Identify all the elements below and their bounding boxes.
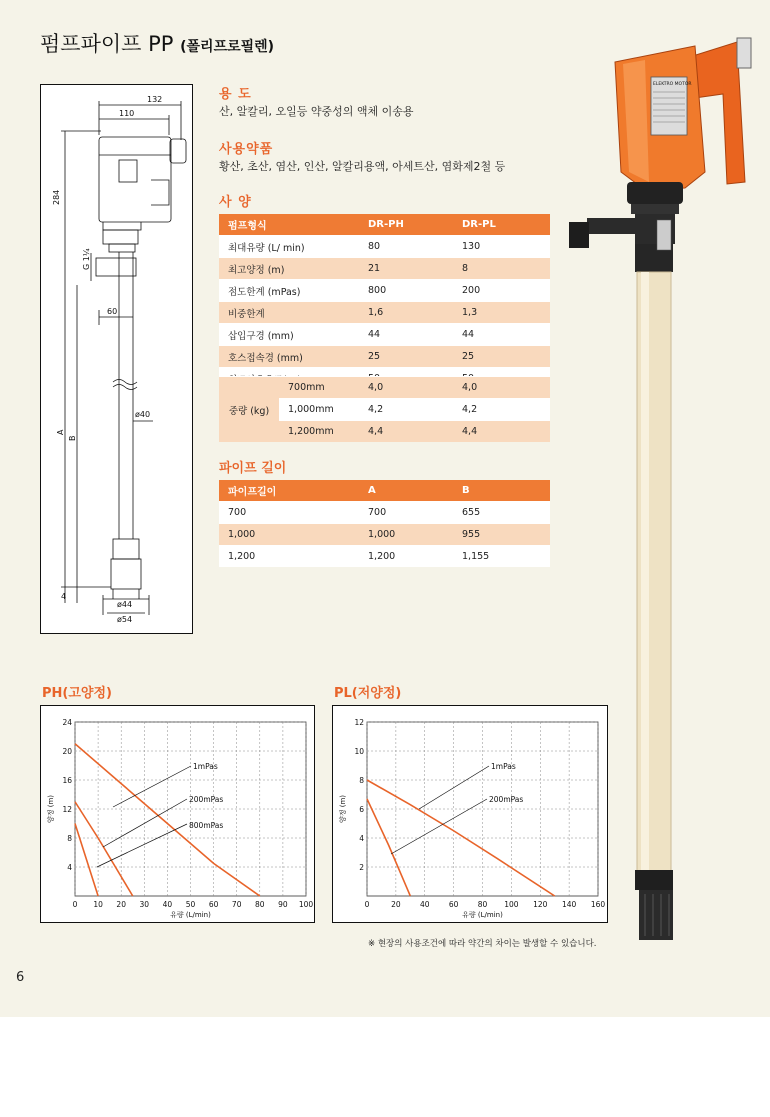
x-tick-label: 120 — [533, 900, 548, 909]
pipe-header-length: 파이프길이 — [219, 480, 359, 502]
x-tick-label: 50 — [185, 900, 196, 909]
spec-header-model: 펌프형식 — [219, 214, 359, 236]
mass-cell: 4,4 — [453, 421, 550, 443]
mass-cell: 700mm — [279, 377, 359, 399]
x-tick-label: 60 — [448, 900, 459, 909]
y-tick-label: 24 — [62, 718, 72, 727]
pipe-cell: 700 — [359, 502, 453, 524]
spec-row — [219, 324, 550, 346]
spec-cell: 1,3 — [453, 302, 550, 324]
y-tick-label: 8 — [359, 776, 364, 785]
y-tick-label: 16 — [62, 776, 72, 785]
dim-o44: ø44 — [117, 600, 133, 609]
dim-a: A — [56, 429, 65, 435]
chart-pl-title: PL(저양정) — [334, 686, 402, 701]
dim-284: 284 — [52, 189, 61, 205]
spec-cell: 130 — [453, 236, 550, 258]
dim-o40: ø40 — [135, 410, 151, 419]
switch-cap — [737, 38, 751, 68]
spec-cell: 44 — [359, 324, 453, 346]
x-tick-label: 90 — [278, 900, 288, 909]
annotation-label: 200mPas — [489, 795, 524, 804]
dim-110: 110 — [119, 109, 135, 118]
y-axis-label: 양정 (m) — [339, 794, 347, 824]
page-number: 6 — [16, 970, 25, 985]
y-tick-label: 4 — [359, 834, 364, 843]
spec-header-row — [219, 214, 550, 236]
y-tick-label: 8 — [67, 834, 72, 843]
spec-cell: 25 — [453, 346, 550, 368]
x-tick-label: 100 — [298, 900, 314, 909]
annotation-label: 800mPas — [189, 821, 224, 830]
pipe-cell: 1,000 — [359, 524, 453, 546]
dim-4: 4 — [61, 592, 67, 601]
spec-cell: 44 — [453, 324, 550, 346]
spec-cell: 800 — [359, 280, 453, 302]
chart-ph-title: PH(고양정) — [42, 686, 112, 701]
spec-table — [219, 214, 550, 389]
spec-cell: 8 — [453, 258, 550, 280]
pipe-row — [219, 546, 550, 568]
x-axis-label: 유량 (L/min) — [170, 911, 211, 919]
dim-o54: ø54 — [117, 615, 133, 624]
spec-cell: 최대유량 (L/ min) — [219, 236, 359, 258]
spec-row — [219, 302, 550, 324]
dim-60: 60 — [107, 307, 118, 316]
y-tick-label: 2 — [359, 863, 364, 872]
spec-header-pl: DR-PL — [453, 214, 550, 236]
spec-cell: 21 — [359, 258, 453, 280]
pipe-foot-top — [635, 870, 673, 890]
pipe-cell: 700 — [219, 502, 359, 524]
outlet-label — [657, 220, 671, 250]
rating-plate-text: ELEKTRO MOTOR — [653, 82, 692, 87]
outlet-nozzle — [569, 222, 589, 248]
technical-drawing — [40, 84, 193, 634]
chart-pl-box — [332, 705, 608, 923]
x-tick-label: 100 — [504, 900, 519, 909]
x-tick-label: 160 — [590, 900, 606, 909]
chart-pl — [333, 706, 607, 922]
y-axis-label: 양정 (m) — [47, 794, 55, 824]
pipe-foot — [639, 890, 673, 940]
x-tick-label: 40 — [419, 900, 430, 909]
pipe-row — [219, 502, 550, 524]
spec-row — [219, 346, 550, 368]
dim-132: 132 — [147, 95, 163, 104]
pipe-header-row — [219, 480, 550, 502]
drawing-svg — [41, 85, 192, 633]
chart-ph — [41, 706, 314, 922]
spec-row — [219, 236, 550, 258]
dim-b: B — [68, 435, 77, 441]
title-main: 펌프파이프 PP — [40, 32, 174, 56]
mass-cell: 1,000mm — [279, 399, 359, 421]
x-tick-label: 0 — [72, 900, 78, 909]
pipe-cell: 1,155 — [453, 546, 550, 568]
y-tick-label: 12 — [354, 718, 364, 727]
coupling-ring — [631, 204, 679, 214]
x-tick-label: 80 — [477, 900, 488, 909]
coupling-nut — [627, 182, 683, 204]
pipe-cell: 955 — [453, 524, 550, 546]
x-tick-label: 140 — [561, 900, 577, 909]
page-title — [40, 28, 274, 58]
x-tick-label: 40 — [162, 900, 173, 909]
pipe-cell: 1,000 — [219, 524, 359, 546]
y-tick-label: 20 — [62, 747, 72, 756]
x-tick-label: 80 — [255, 900, 265, 909]
mass-cell: 4,0 — [453, 377, 550, 399]
spec-cell: 최고양정 (m) — [219, 258, 359, 280]
footnote: ※ 현장의 사용조건에 따라 약간의 차이는 발생할 수 있습니다. — [368, 939, 597, 949]
pipe-title: 파이프 길이 — [219, 461, 287, 476]
spec-cell: 1,6 — [359, 302, 453, 324]
mass-table — [219, 376, 550, 442]
spec-cell: 80 — [359, 236, 453, 258]
title-sub: (폴리프로필렌) — [180, 39, 275, 55]
usage-text: 산, 알칼리, 오일등 약중성의 액체 이송용 — [219, 105, 414, 118]
y-tick-label: 12 — [62, 805, 72, 814]
x-tick-label: 60 — [208, 900, 219, 909]
x-tick-label: 20 — [116, 900, 126, 909]
spec-header-ph: DR-PH — [359, 214, 453, 236]
spec-row — [219, 280, 550, 302]
pipe-cell: 655 — [453, 502, 550, 524]
mass-cell: 4,4 — [359, 421, 453, 443]
x-tick-label: 70 — [231, 900, 242, 909]
y-tick-label: 6 — [359, 805, 364, 814]
spec-row — [219, 258, 550, 280]
spec-cell: 25 — [359, 346, 453, 368]
mass-label: 중량 (kg) — [219, 377, 279, 443]
mass-cell: 4,0 — [359, 377, 453, 399]
pipe-highlight — [641, 272, 649, 872]
spec-cell: 점도한계 (mPas) — [219, 280, 359, 302]
annotation-label: 1mPas — [193, 762, 218, 771]
mass-cell: 1,200mm — [279, 421, 359, 443]
pipe-table — [219, 480, 550, 567]
chemicals-title: 사용약품 — [219, 142, 274, 157]
x-tick-label: 20 — [391, 900, 401, 909]
mass-row — [219, 377, 550, 399]
usage-title: 용 도 — [219, 87, 252, 102]
spec-cell: 비중한계 — [219, 302, 359, 324]
pipe-header-a: A — [359, 480, 453, 502]
outlet-pipe — [587, 218, 637, 234]
y-tick-label: 4 — [67, 863, 72, 872]
x-tick-label: 0 — [364, 900, 370, 909]
chemicals-text: 황산, 초산, 염산, 인산, 알칼리용액, 아세트산, 염화제2철 등 — [219, 160, 506, 173]
pipe-row — [219, 524, 550, 546]
x-tick-label: 30 — [139, 900, 150, 909]
x-axis-label: 유량 (L/min) — [462, 911, 503, 919]
spec-title: 사 양 — [219, 195, 252, 210]
mass-cell: 4,2 — [453, 399, 550, 421]
mass-cell: 4,2 — [359, 399, 453, 421]
pipe-header-b: B — [453, 480, 550, 502]
annotation-label: 200mPas — [189, 795, 224, 804]
pipe-cell: 1,200 — [359, 546, 453, 568]
x-tick-label: 10 — [93, 900, 103, 909]
y-tick-label: 10 — [354, 747, 364, 756]
spec-cell: 호스접속경 (mm) — [219, 346, 359, 368]
spec-cell: 삽입구경 (mm) — [219, 324, 359, 346]
dim-g-thread: G 1¼ — [82, 248, 91, 270]
pipe-cell: 1,200 — [219, 546, 359, 568]
chart-ph-box — [40, 705, 315, 923]
annotation-label: 1mPas — [491, 762, 516, 771]
spec-cell: 200 — [453, 280, 550, 302]
